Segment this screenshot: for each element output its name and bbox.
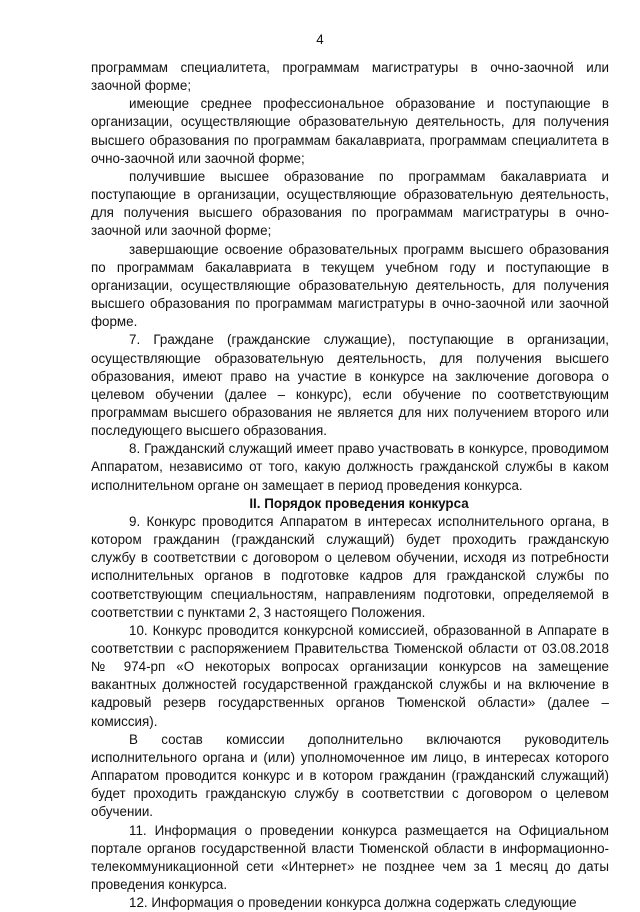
paragraph: 12. Информация о проведении конкурса должна содержать следующие [129, 895, 577, 911]
paragraph: программам специалитета, программам магистратуры в очно-заочной или заочной форме; [91, 60, 609, 94]
paragraph: 10. Конкурс проводится конкурсной комиссией, образованной в Аппарате в соответствии с распоряжением Правительства Тюменской области от 03.08.2018 № 974-рп «О некоторых вопросах организации конкурсов на замещение вакантных должностей государственной гражданской службы и на включение в кадровый резерв государственных органов Тюменской области» (далее – комиссия). [91, 622, 609, 729]
paragraph: получившие высшее образование по программам бакалавриата и поступающие в организации, осуществляющие образовательную деятельность, для получения высшего образования по программам магистратуры в очно-заочной или заочной форме; [91, 168, 609, 239]
paragraph: 11. Информация о проведении конкурса размещается на Официальном портале органов государственной власти Тюменской области в информационно-телекоммуникационной сети «Интернет» не позднее чем за 1 месяц до даты проведения конкурса. [91, 822, 609, 893]
page-number: 4 [316, 32, 324, 47]
paragraph: завершающие освоение образовательных программ высшего образования по программам бакалавриата в текущем учебном году и поступающие в организации, осуществляющие образовательную деятельность, для получения высшего образования по программам магистратуры в очно-заочной или заочной форме. [91, 241, 609, 330]
paragraph: 7. Граждане (гражданские служащие), поступающие в организации, осуществляющие образовательную деятельность, для получения высшего образования, имеют право на участие в конкурсе на заключение договора о целевом обучении (далее – конкурс), если обучение по соответствующим программам высшего образования не является для них получением второго или последующего высшего образования. [91, 332, 609, 439]
document-body [91, 59, 609, 912]
paragraph: 8. Гражданский служащий имеет право участвовать в конкурсе, проводимом Аппаратом, независимо от того, какую должность гражданской службы в каком исполнительном органе он замещает в период проведения конкурса. [91, 441, 609, 493]
paragraph: имеющие среднее профессиональное образование и поступающие в организации, осуществляющие образовательную деятельность, для получения высшего образования по программам бакалавриата, программам специалитета в очно-заочной или заочной форме; [91, 96, 609, 166]
paragraph: В состав комиссии дополнительно включаются руководитель исполнительного органа и (или) уполномоченное им лицо, в интересах которого Аппаратом проводится конкурс и в котором гражданин (гражданский служащий) будет проходить гражданскую службу в соответствии с договором о целевом обучении. [91, 731, 609, 820]
section-heading: II. Порядок проведения конкурса [249, 495, 469, 511]
paragraph: 9. Конкурс проводится Аппаратом в интересах исполнительного органа, в котором гражданин (гражданский служащий) будет проходить гражданскую службу в соответствии с договором о целевом обучении, исходя из потребности исполнительных органов в подготовке кадров для гражданской службы по соответствующим специальностям, направлениям подготовки, определяемой в соответствии с пунктами 2, 3 настоящего Положения. [91, 513, 609, 620]
